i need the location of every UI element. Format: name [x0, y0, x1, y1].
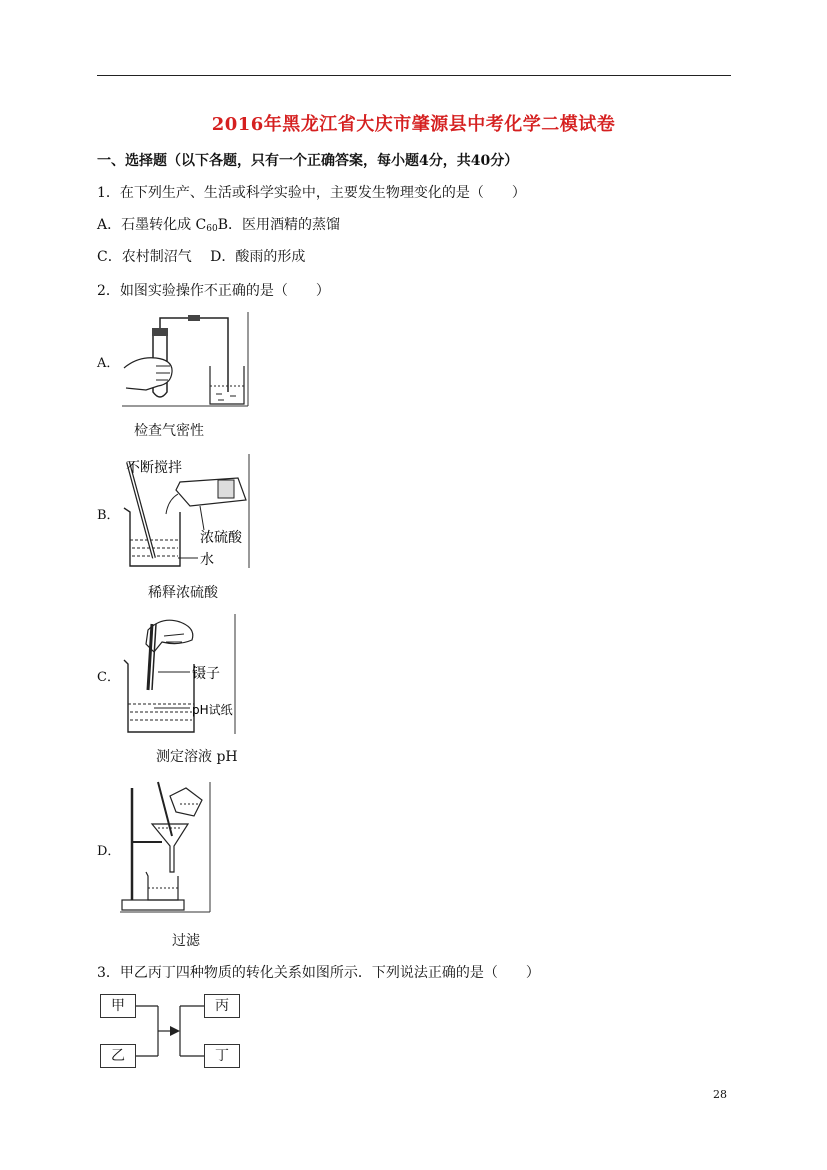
box-yi: 乙 — [100, 1044, 136, 1068]
box-bing: 丙 — [204, 994, 240, 1018]
label-tweezers: 镊子 — [192, 666, 220, 682]
option-d-caption: 过滤 — [172, 933, 200, 949]
filtration-figure — [118, 780, 214, 914]
option-b-text: B．医用酒精的蒸馏 — [217, 217, 341, 233]
header-rule — [97, 75, 731, 76]
option-a-text: A．石墨转化成 C — [97, 217, 207, 233]
option-c-caption: 测定溶液 pH — [156, 749, 238, 765]
option-c-letter: C． — [97, 670, 120, 685]
section-heading: 一、选择题（以下各题，只有一个正确答案，每小题4分，共40分） — [97, 153, 519, 169]
label-water: 水 — [200, 552, 214, 568]
dilute-acid-figure — [118, 452, 253, 570]
question-2-stem: 2．如图实验操作不正确的是（ ） — [97, 283, 330, 299]
question-1-options-cd: C．农村制沼气 D．酸雨的形成 — [97, 249, 306, 265]
question-1-options-ab — [97, 214, 340, 234]
option-a-letter: A． — [97, 356, 120, 371]
option-a-caption: 检查气密性 — [134, 423, 204, 439]
box-ding: 丁 — [204, 1044, 240, 1068]
option-d-letter: D． — [97, 844, 121, 859]
label-stir: 不断搅拌 — [126, 460, 182, 476]
page-number: 28 — [713, 1088, 727, 1101]
question-1-stem: 1．在下列生产、生活或科学实验中，主要发生物理变化的是（ ） — [97, 185, 526, 201]
question-3-stem: 3．甲乙丙丁四种物质的转化关系如图所示．下列说法正确的是（ ） — [97, 965, 540, 981]
airtightness-check-figure — [118, 310, 253, 410]
page-title: 2016年黑龙江省大庆市肇源县中考化学二模试卷 — [211, 114, 616, 135]
option-b-caption: 稀释浓硫酸 — [148, 585, 218, 601]
label-ph-paper: pH试纸 — [192, 703, 233, 717]
measure-ph-figure — [118, 612, 240, 736]
option-a-subscript: 60 — [206, 224, 218, 234]
label-conc-acid: 浓硫酸 — [200, 530, 242, 546]
option-b-letter: B． — [97, 508, 120, 523]
box-jia: 甲 — [100, 994, 136, 1018]
